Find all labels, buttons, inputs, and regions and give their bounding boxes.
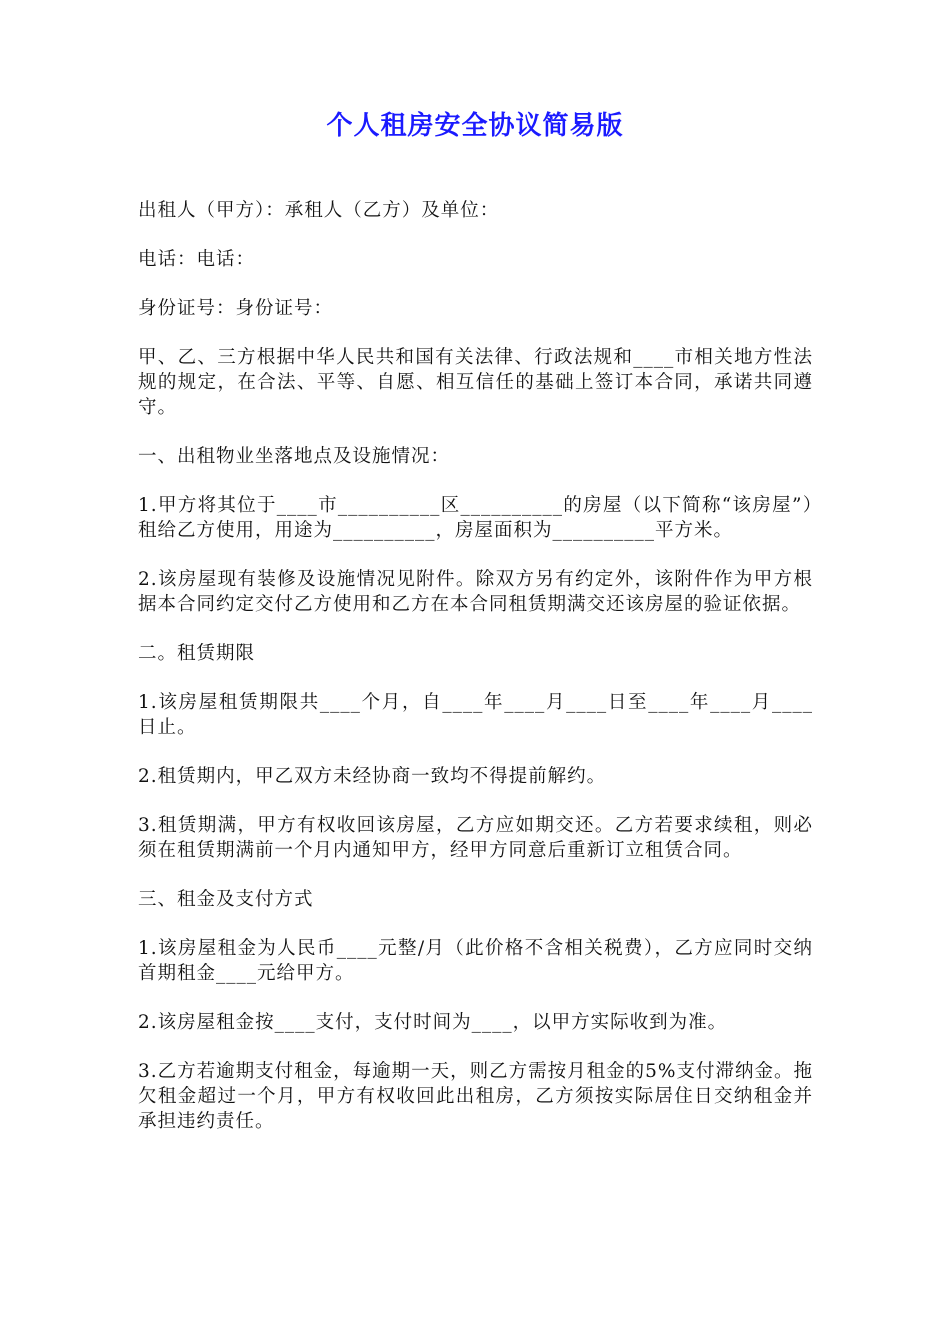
paragraph-phone: 电话：电话： xyxy=(138,249,256,270)
paragraph-2-1: 1.该房屋租赁期限共____个月，自____年____月____日至____年____月____日止。 xyxy=(138,692,813,738)
section-heading-2: 二。租赁期限 xyxy=(138,643,256,664)
paragraph-1-2: 2.该房屋现有装修及设施情况见附件。除双方另有约定外，该附件作为甲方根据本合同约定交付乙方使用和乙方在本合同租赁期满交还该房屋的验证依据。 xyxy=(138,569,813,615)
document-body xyxy=(138,198,813,1158)
paragraph-parties: 出租人（甲方）：承租人（乙方）及单位： xyxy=(138,200,500,221)
paragraph-preamble: 甲、乙、三方根据中华人民共和国有关法律、行政法规和____市相关地方性法规的规定，在合法、平等、自愿、相互信任的基础上签订本合同，承诺共同遵守。 xyxy=(138,347,813,418)
paragraph-3-2: 2.该房屋租金按____支付，支付时间为____，以甲方实际收到为准。 xyxy=(138,1012,728,1033)
paragraph-id-number: 身份证号：身份证号： xyxy=(138,298,334,319)
section-heading-3: 三、租金及支付方式 xyxy=(138,889,314,910)
paragraph-1-1: 1.甲方将其位于____市__________区__________的房屋（以下简称“该房屋”）租给乙方使用，用途为__________，房屋面积为__________平方米。 xyxy=(138,495,813,541)
paragraph-3-3: 3.乙方若逾期支付租金，每逾期一天，则乙方需按月租金的5%支付滞纳金。拖欠租金超过一个月，甲方有权收回此出租房，乙方须按实际居住日交纳租金并承担违约责任。 xyxy=(138,1061,814,1132)
paragraph-2-2: 2.租赁期内，甲乙双方未经协商一致均不得提前解约。 xyxy=(138,766,607,787)
section-heading-1: 一、出租物业坐落地点及设施情况： xyxy=(138,446,451,467)
paragraph-3-1: 1.该房屋租金为人民币____元整/月（此价格不含相关税费），乙方应同时交纳首期租金____元给甲方。 xyxy=(138,938,813,984)
document-title: 个人租房安全协议简易版 xyxy=(326,111,624,141)
paragraph-2-3: 3.租赁期满，甲方有权收回该房屋，乙方应如期交还。乙方若要求续租，则必须在租赁期满前一个月内通知甲方，经甲方同意后重新订立租赁合同。 xyxy=(138,815,813,861)
